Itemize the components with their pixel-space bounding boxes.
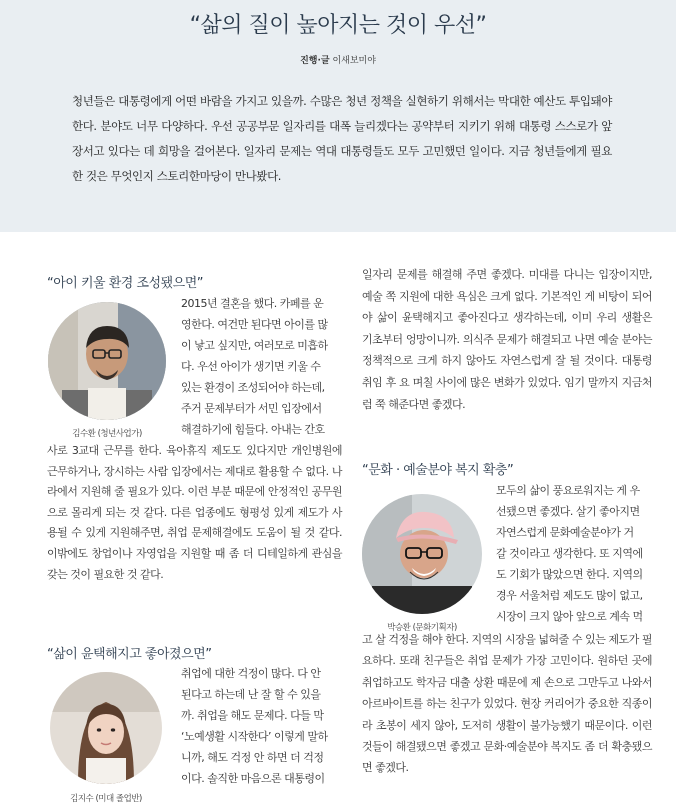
text-line: 선됐으면 좋겠다. 살기 좋아지면: [496, 505, 640, 518]
text-line: 모두의 삶이 풍요로워지는 게 우: [496, 484, 640, 497]
text-line: 다. 우선 아이가 생기면 키울 수: [181, 360, 321, 373]
photo-caption: 박승환 (문화기획자): [387, 623, 457, 633]
article-intro: 청년들은 대통령에게 어떤 바람을 가지고 있을까. 수많은 청년 정책을 실현하기 위해서는 막대한 예산도 투입돼야 한다. 분야도 너무 다양하다. 우선 공공부문 일자리를 대폭 늘리겠다는 공약부터 지키기 위해 대통령 스스로가 앞장서고 있다는 데 희망을 걸어본다. 일자리 문제는 역대 대통령들도 모두 고민했던 일이다. 지금 청년들에게 필요한 것은 무엇인지 스토리한마당이 만나봤다.: [72, 94, 612, 183]
photo-caption: 김수환 (청년사업가): [72, 429, 142, 439]
text-line: 도 기회가 많았으면 한다. 지역의: [496, 568, 643, 581]
byline: [0, 53, 676, 66]
text-line: 해결하기에 힘들다. 아내는 간호: [181, 423, 325, 436]
text-line: 2015년 결혼을 했다. 카페를 운: [181, 297, 324, 310]
byline-label: 진행·글: [300, 56, 330, 66]
text-line: 취업에 대한 걱정이 많다. 다 안: [181, 667, 321, 680]
section-title: “삶이 윤택해지고 좋아졌으면”: [47, 647, 212, 662]
byline-author: 이새보미야: [332, 56, 376, 66]
text-line: 시장이 크지 않아 앞으로 계속 먹: [496, 610, 643, 623]
text-line: 이 낳고 싶지만, 여러모로 미흡하: [181, 339, 328, 352]
section-body: 사로 3교대 근무를 한다. 육아휴직 제도도 있다지만 개인병원에 근무하거나, 장시하는 사람 입장에서는 제대로 활용할 수 없다. 나라에서 지원해 줄 필요가 있다. 이런 부분 때문에 안정적인 공무원으로 몰리게 되는 것 같다. 다른 업종에도 형평성 있게 제도가 사용될 수 있게 지원해주면, 취업 문제해결에도 도움이 될 것 같다. 이밖에도 창업이나 자영업을 지원할 때 좀 더 디테일하게 관심을 갖는 것이 필요한 것 같다.: [47, 444, 342, 581]
section-title: “아이 키울 환경 조성됐으면”: [47, 276, 204, 291]
article-header: [0, 0, 676, 232]
person-image: [50, 672, 162, 784]
text-line: 갈 것이라고 생각한다. 또 지역에: [496, 547, 643, 560]
person-image: [48, 302, 166, 420]
text-line: 니까, 해도 걱정 안 하면 더 걱정: [181, 751, 324, 764]
text-line: 이다. 솔직한 마음으론 대통령이: [181, 772, 325, 785]
section-title: “문화 · 예술분야 복지 확충”: [362, 463, 514, 478]
section-continuation: 일자리 문제를 해결해 주면 좋겠다. 미대를 다니는 입장이지만, 예술 쪽 지원에 대한 욕심은 크게 없다. 기본적인 게 비탕이 되어야 삶이 윤택해지고 좋아진다고 생각하는데, 이미 우리 생활은 기초부터 엉망이니까. 의식주 문제가 해결되고 나면 예술 분야는 정책적으로 크게 하지 않아도 자연스럽게 잘 될 것이다. 대통령 취임 후 요 며칠 사이에 많은 변화가 있었다. 임기 말까지 지금처럼 쭉 해준다면 좋겠다.: [362, 268, 652, 411]
interviewee-photo-kimjisu: [50, 672, 162, 784]
person-image: [362, 494, 482, 614]
text-line: 자연스럽게 문화예술분야가 거: [496, 526, 634, 539]
article-body: [10, 232, 676, 807]
text-line: ‘노예생활 시작한다’ 이렇게 말하: [181, 730, 328, 743]
text-line: 경우 서울처럼 제도도 많이 없고,: [496, 589, 643, 602]
text-line: 있는 환경이 조성되어야 하는데,: [181, 381, 325, 394]
section-body: 고 살 걱정을 해야 한다. 지역의 시장을 넓혀줄 수 있는 제도가 필요하다. 또래 친구들은 취업 문제가 가장 고민이다. 원하던 곳에 취업하고도 학자금 대출 상환 때문에 제 손으로 그만두고 나와서 아르바이트를 하는 친구가 있었다. 현장 커리어가 중요한 직종이라 초봉이 세지 않아, 도저히 생활이 불가능했기 때문이다. 이런 것들이 해결됐으면 좋겠고 문화·예술분야 복지도 좀 더 확충됐으면 좋겠다.: [362, 633, 652, 775]
text-line: 된다고 하는데 난 잘 할 수 있을: [181, 688, 321, 701]
text-line: 주거 문제부터가 서민 입장에서: [181, 402, 322, 415]
photo-caption: 김지수 (미대 졸업반): [70, 794, 142, 804]
article-title: “삶의 질이 높아지는 것이 우선”: [189, 13, 487, 38]
text-line: 까. 취업을 해도 문제다. 다들 막: [181, 709, 324, 722]
interviewee-photo-parkseunghwan: [362, 494, 482, 614]
interviewee-photo-kimsuhwan: [48, 302, 166, 420]
text-line: 영한다. 여건만 된다면 아이를 많: [181, 318, 328, 331]
